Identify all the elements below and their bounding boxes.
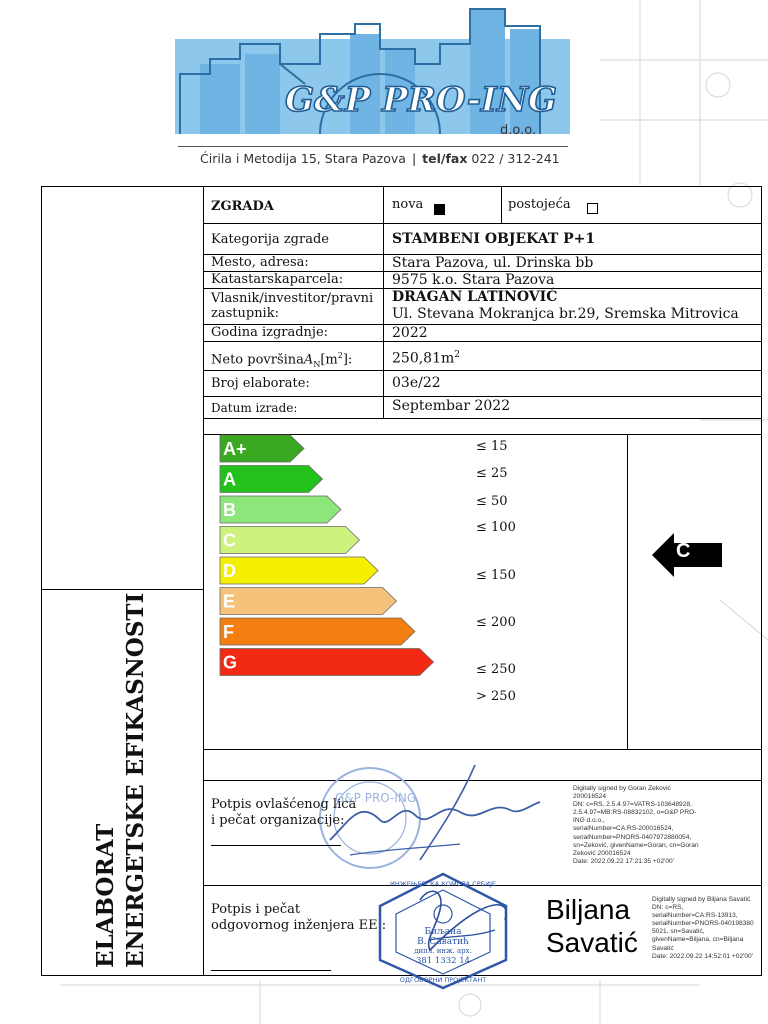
- document-title: [40, 592, 202, 976]
- eng-stamp-name1: Биљана: [424, 927, 462, 937]
- engineer-name-line2: Savatić: [546, 927, 638, 958]
- logo-divider: [178, 146, 568, 147]
- digital-signature-line: Zeković 200016524: [573, 849, 631, 857]
- energy-class-bar-e: [220, 588, 397, 615]
- date-value: Septembar 2022: [392, 398, 511, 414]
- area-value-number: 250,81m: [392, 350, 455, 367]
- energy-class-label: F: [223, 622, 234, 642]
- energy-class-bar-b: [220, 496, 341, 523]
- category-value: STAMBENI OBJEKAT P+1: [392, 231, 596, 247]
- digital-signature-line: serialNumber=PNORS-040198380: [652, 920, 754, 928]
- company-address: [200, 151, 560, 166]
- digital-signature-line: DN: c=RS, 2.5.4.97=VATRS-103648928,: [573, 801, 692, 809]
- energy-threshold: > 250: [476, 689, 516, 704]
- logo-suffix: d.o.o.: [500, 123, 537, 138]
- postojeca-checkbox[interactable]: [587, 203, 598, 214]
- tel-number: 022 / 312-241: [471, 151, 560, 166]
- digital-signature-line: ING d.o.o.,: [573, 817, 605, 825]
- row-line: [203, 749, 762, 750]
- area-label-text: Neto površina: [211, 352, 304, 368]
- eng-stamp-ring-top: ИНЖЕЊЕРСКА КОМОРА СРБИЈЕ: [389, 880, 497, 888]
- eng-digital-signature: [652, 896, 754, 961]
- owner-label-line1: Vlasnik/investitor/pravni: [211, 291, 374, 306]
- date-label: Datum izrade:: [211, 401, 298, 415]
- digital-signature-line: Digitally signed by Goran Zeković: [573, 785, 671, 792]
- area-subscript: N: [313, 359, 321, 369]
- row-line: [203, 223, 762, 224]
- org-stamp-text: G&P PRO-ING: [335, 791, 417, 805]
- energy-class-bar-c: [220, 527, 360, 554]
- digital-signature-line: sn=Zeković, givenName=Goran, cn=Goran: [573, 841, 699, 849]
- energy-threshold: ≤ 15: [476, 439, 508, 454]
- digital-signature-line: serialNumber=CA:RS-13913,: [652, 912, 738, 920]
- value-column-divider: [383, 186, 384, 418]
- engineer-signature: [400, 880, 520, 970]
- nova-checkbox[interactable]: [434, 204, 445, 215]
- digital-signature-line: 5021, sn=Savatić,: [652, 928, 705, 936]
- org-signature-label-line2: i pečat organizacije:: [211, 813, 345, 828]
- area-value-exponent: 2: [454, 350, 460, 360]
- eng-signature-label-line1: Potpis i pečat: [211, 902, 301, 917]
- report-number-label: Broj elaborate:: [211, 376, 310, 391]
- digital-signature-line: serialNumber=CA:RS-200016524,: [573, 825, 674, 833]
- energy-threshold: ≤ 200: [476, 615, 516, 630]
- energy-class-scale: [210, 430, 460, 690]
- owner-address: Ul. Stevana Mokranjca br.29, Sremska Mitrovica: [392, 306, 739, 322]
- scale-divider: [627, 434, 628, 749]
- energy-class-label: E: [223, 591, 236, 612]
- logo-company-name: G&P PRO-ING: [285, 80, 557, 120]
- area-symbol: A: [303, 352, 314, 368]
- owner-label-line2: zastupnik:: [211, 306, 279, 321]
- owner-name: DRAGAN LATINOVIĆ: [392, 289, 558, 305]
- energy-class-bar-d: [220, 557, 378, 584]
- digital-signature-line: Digitally signed by Biljana Savatić: [652, 896, 751, 903]
- digital-signature-line: 2.5.4.97=MB:RS-08832102, o=G&P PRO-: [573, 809, 697, 817]
- area-unit-close: ]:: [342, 352, 353, 368]
- energy-class-label: A+: [223, 439, 247, 459]
- eng-signature-line: [211, 970, 331, 971]
- address-text: Ćirila i Metodija 15, Stara Pazova: [200, 151, 406, 166]
- address-separator: |: [411, 151, 417, 166]
- eng-signature-label-line2: odgovornog inženjera EE :: [211, 918, 387, 933]
- zgrada-label: ZGRADA: [211, 199, 274, 214]
- energy-class-bar-g: [220, 649, 434, 676]
- tel-label: tel/fax: [422, 151, 468, 166]
- eng-stamp-title: дипл. инж. арх.: [414, 947, 472, 955]
- category-label: Kategorija zgrade: [211, 232, 329, 247]
- parcel-value: 9575 k.o. Stara Pazova: [392, 272, 555, 288]
- area-unit: [m: [320, 352, 338, 368]
- postojeca-label: postojeća: [508, 197, 571, 212]
- year-value: 2022: [392, 325, 428, 341]
- report-number-value: 03e/22: [392, 375, 441, 391]
- engineer-signature-name: [546, 893, 638, 959]
- org-digital-signature: [573, 785, 699, 866]
- assigned-class-letter: C: [676, 540, 691, 562]
- company-logo: [170, 4, 570, 144]
- energy-class-label: D: [223, 561, 236, 581]
- eng-stamp-number: 381 1332 14: [415, 956, 471, 966]
- energy-class-bar-f: [220, 618, 415, 645]
- energy-class-label: A: [223, 469, 236, 490]
- area-label: [211, 349, 352, 372]
- energy-class-label: G: [223, 652, 238, 673]
- column-divider: [203, 186, 204, 976]
- energy-threshold: ≤ 150: [476, 568, 516, 583]
- energy-threshold: ≤ 50: [476, 494, 508, 509]
- digital-signature-line: Date: 2022.09.22 17:21:35 +02'00': [573, 857, 674, 865]
- year-label: Godina izgradnje:: [211, 325, 329, 340]
- nova-label: nova: [392, 197, 424, 212]
- digital-signature-line: serialNumber=PNORS-0407972880054,: [573, 833, 692, 841]
- digital-signature-line: givenName=Biljana, cn=Biljana: [652, 936, 744, 944]
- area-value: [392, 348, 460, 366]
- title-line-1: ELABORAT: [92, 823, 119, 968]
- location-value: Stara Pazova, ul. Drinska bb: [392, 255, 594, 271]
- energy-class-label: B: [223, 500, 236, 520]
- energy-threshold: ≤ 250: [476, 662, 516, 677]
- energy-class-label: C: [223, 530, 236, 551]
- org-signature-label-line1: Potpis ovlašćenog lica: [211, 797, 357, 812]
- digital-signature-line: Savatić: [652, 944, 674, 952]
- digital-signature-line: 200016524: [573, 793, 607, 801]
- engineer-name-line1: Biljana: [546, 894, 631, 925]
- row-line: [203, 396, 762, 397]
- eng-stamp-ring-bottom: ОДГОВОРНИ ПРОЈЕКТАНТ: [399, 976, 487, 984]
- parcel-label: Katastarskaparcela:: [211, 272, 344, 287]
- left-column-divider: [41, 589, 203, 590]
- organization-signature: [320, 760, 550, 870]
- checkbox-divider: [501, 186, 502, 223]
- eng-stamp-name2: В. Саватић: [417, 937, 469, 947]
- area-unit-exponent: 2: [337, 351, 343, 360]
- row-line: [203, 341, 762, 342]
- digital-signature-line: DN: c=RS,: [652, 904, 684, 912]
- digital-signature-line: Date: 2022.09.22 14:52:01 +02'00': [652, 952, 753, 960]
- energy-threshold: ≤ 100: [476, 520, 516, 535]
- title-line-2: ENERGETSKE EFIKASNOSTI: [122, 592, 149, 968]
- location-label: Mesto, adresa:: [211, 255, 309, 270]
- row-line: [203, 418, 762, 419]
- energy-threshold: ≤ 25: [476, 466, 508, 481]
